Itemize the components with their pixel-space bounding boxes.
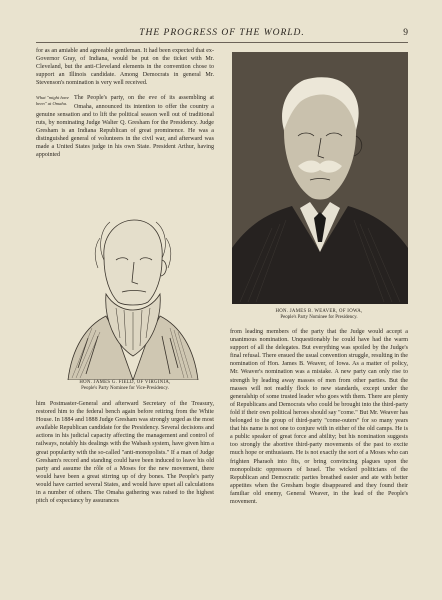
paragraph-text: The People's party, on the eve of its assembling at Omaha, announced its intention to offer the country a genuine sensation and to lift the political season well out of traditional ruts, by nominating Judge Walter Q. Gresham for the Presidency. Judge Gresham is an Indiana Republican of great prominence. He was a distinguished general of volunteers in the civil war, and afterward was made a United States judge in his own State. President Arthur, having appointed	[36, 95, 214, 159]
portrait-weaver-engraving	[232, 52, 408, 304]
right-column	[230, 328, 408, 578]
paragraph: for as an amiable and agreeable gentleman. It had been expected that ex-Governor Gray, of Indiana, would be put on the ticket with Mr. Cleveland, but the anti-Cleveland elements in the convention chose to support an Illinois candidate. Among Democrats in general Mr. Stevenson's nomination is very well received.	[36, 48, 214, 87]
running-title: THE PROGRESS OF THE WORLD.	[139, 28, 305, 38]
caption-role: People's Party Nominee for Presidency.	[280, 315, 358, 320]
portrait-field	[58, 198, 208, 380]
caption-weaver	[230, 309, 408, 323]
portrait-weaver	[232, 52, 408, 304]
portrait-field-engraving	[58, 198, 208, 380]
caption-field	[36, 380, 214, 394]
left-column-lower	[36, 400, 214, 570]
caption-name: HON. JAMES G. FIELD, OF VIRGINIA,	[79, 380, 171, 385]
side-note: What "might have been" at Omaha.	[36, 95, 70, 106]
left-column-upper	[36, 47, 214, 195]
running-header	[36, 28, 408, 42]
paragraph	[36, 94, 214, 159]
caption-name: HON. JAMES B. WEAVER, OF IOWA,	[275, 309, 363, 314]
header-rule	[36, 42, 408, 43]
paragraph: from leading members of the party that the Judge would accept a unanimous nomination. Unquestionably he could have had the warm support of all the delegates. But everything was spoiled by the Judge's final refusal. There ensued the usual convention struggle, resulting in the nomination of Hon. James B. Weaver, of Iowa. As a matter of policy, Mr. Weaver's nomination was a mistake. A new party can only rise to strength by leading away masses of men from other parties. But the masses will not readily flock to new standards, except under the generalship of some trusted leader who goes with them. There are plenty of Republicans and Democrats who could be brought into the third-party fold if their own political heroes should say "come." But Mr. Weaver has belonged to the group of third-party "come-outers" for so many years that his name is not one to conjure with in either of the old camps. He is a public speaker of great force and ability; but his nomination suggests too strongly the abortive third-party movements of the past to excite much hope or enthusiasm. He is not exactly the sort of a Moses who can frighten Pharaoh into fits, or bring convincing plagues upon the monopolistic oppressors of Israel. The wicked politicians of the Republican and Democratic parties breathed easier and ate with better appetites when the Gresham bogie disappeared and they found their familiar old enemy, General Weaver, in the lead of the People's movement.	[230, 329, 408, 505]
page-number: 9	[403, 28, 408, 38]
caption-role: People's Party Nominee for Vice-Presidency.	[81, 386, 169, 391]
paragraph: him Postmaster-General and afterward Secretary of the Treasury, restored him to the federal bench again before retiring from the White House. In 1884 and 1888 Judge Gresham was strongly urged as the most available Republican candidate for the Presidency. Several decisions and actions in his judicial capacity affecting the management and control of railways, notably his dealings with the Wabash system, have given him a great popularity with the so-called "anti-monopolists." If a man of Judge Gresham's record and standing could have been induced to leave his old party and assume the rôle of a Moses for the new movement, there would have been a great stirring up of dry bones. The People's party would have carried several States, and would have upset all calculations in a number of others. The Omaha gathering was raised to the highest pitch of expectancy by assurances	[36, 401, 214, 505]
